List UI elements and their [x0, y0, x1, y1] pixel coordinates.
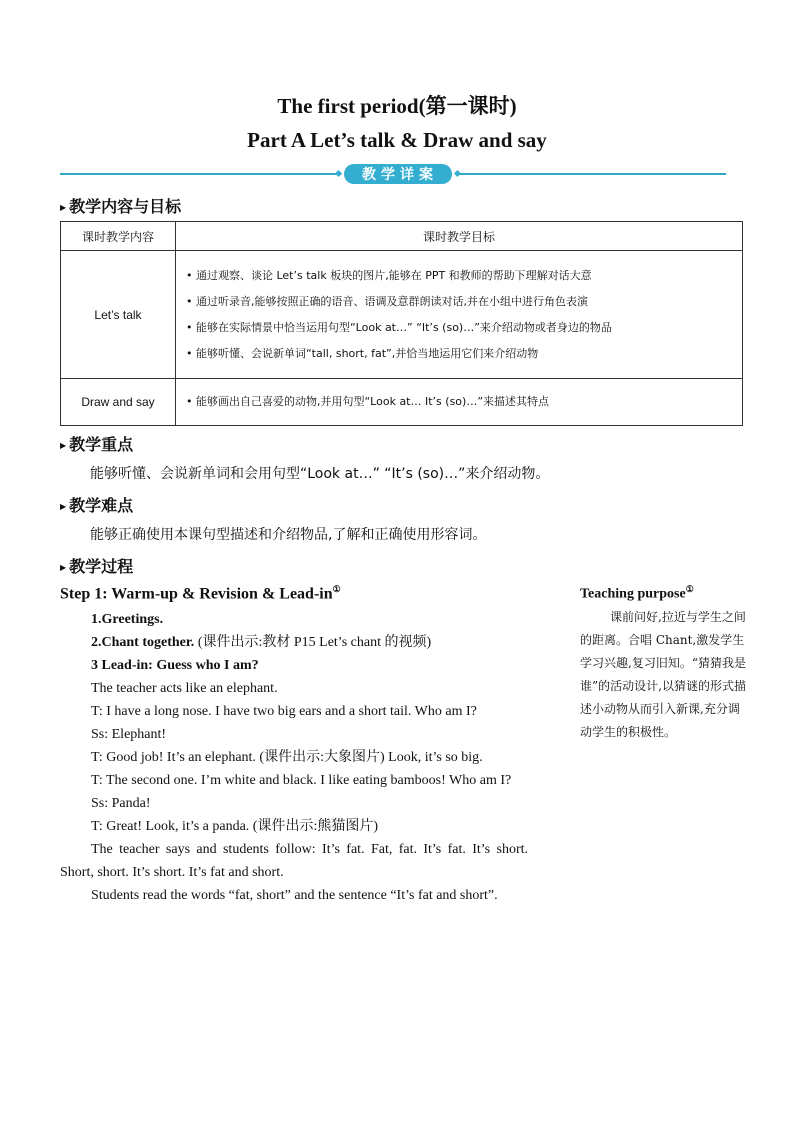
- dialogue-line: The teacher says and students follow: It’s fat. Fat, fat. It’s fat. It’s short. Short, short. It’s short. It’s fat and short.: [60, 842, 528, 880]
- dialogue-line: T: Great! Look, it’s a panda. (课件出示:熊猫图片): [91, 819, 379, 834]
- step-body: [60, 608, 528, 907]
- dialogue-line: T: The second one. I’m white and black. I like eating bamboos! Who am I?: [91, 773, 512, 788]
- footnote-marker: ①: [685, 584, 694, 594]
- goal-item: • 能够在实际情景中恰当运用句型“Look at…” “It’s (so)…”来介绍动物或者身边的物品: [186, 320, 612, 334]
- section-heading-difficult-points: ▶ 教学难点: [60, 496, 134, 515]
- table-header: 课时教学目标: [176, 222, 743, 251]
- lesson-plan-banner: [336, 163, 460, 185]
- goal-item: • 通过观察、谈论 Let’s talk 板块的图片,能够在 PPT 和教师的帮助下理解对话大意: [186, 268, 592, 282]
- banner-char: 学: [381, 167, 396, 183]
- diamond-icon: [335, 170, 342, 177]
- triangle-icon: ▶: [60, 203, 67, 212]
- table-cell-goals: [176, 379, 743, 426]
- table-header: 课时教学内容: [61, 222, 176, 251]
- difficult-points-text: 能够正确使用本课句型描述和介绍物品,了解和正确使用形容词。: [90, 527, 487, 543]
- dialogue-line: Ss: Elephant!: [91, 727, 167, 742]
- step-item: 2.Chant together. (课件出示:教材 P15 Let’s chant 的视频): [91, 635, 432, 650]
- triangle-icon: ▶: [60, 502, 67, 511]
- dialogue-line: T: Good job! It’s an elephant. (课件出示:大象图片) Look, it’s so big.: [91, 750, 483, 765]
- dialogue-line: T: I have a long nose. I have two big ears and a short tail. Who am I?: [91, 704, 477, 719]
- triangle-icon: ▶: [60, 563, 67, 572]
- footnote-marker: ①: [332, 584, 341, 594]
- banner-char: 详: [400, 167, 415, 183]
- section-heading-process: ▶ 教学过程: [60, 557, 134, 576]
- section-heading-content: ▶ 教学内容与目标: [60, 197, 182, 216]
- section-heading-key-points: ▶ 教学重点: [60, 435, 134, 454]
- table-row: [61, 251, 743, 379]
- table-row: [61, 379, 743, 426]
- teaching-purpose-heading: Teaching purpose①: [580, 584, 694, 602]
- key-points-text: 能够听懂、会说新单词和会用句型“Look at…” “It’s (so)…”来介绍动物。: [90, 466, 550, 482]
- table-cell-goals: [176, 251, 743, 379]
- table-cell-content: Let’s talk: [61, 251, 176, 379]
- goal-item: • 能够画出自己喜爱的动物,并用句型“Look at… It’s (so)…”来描述其特点: [186, 395, 550, 408]
- triangle-icon: ▶: [60, 441, 67, 450]
- banner-char: 教: [362, 167, 377, 183]
- teaching-purpose-text: 课前问好,拉近与学生之间的距离。合唱 Chant,激发学生学习兴趣,复习旧知。“猜猜我是谁”的活动设计,以猜谜的形式描述小动物从而引入新课,充分调动学生的积极性。: [580, 610, 746, 739]
- goals-table: [60, 221, 743, 426]
- step-item: 3 Lead-in: Guess who I am?: [91, 658, 259, 673]
- banner-char: 案: [419, 167, 434, 183]
- page-subtitle: Part A Let’s talk & Draw and say: [247, 128, 547, 152]
- diamond-icon: [454, 170, 461, 177]
- dialogue-line: Students read the words “fat, short” and the sentence “It’s fat and short”.: [91, 888, 498, 903]
- step-item: 1.Greetings.: [91, 612, 164, 627]
- goal-item: • 能够听懂、会说新单词“tall, short, fat”,并恰当地运用它们来介绍动物: [186, 346, 539, 360]
- step-title: Step 1: Warm-up & Revision & Lead-in①: [60, 584, 341, 603]
- dialogue-line: Ss: Panda!: [91, 796, 151, 811]
- page-title: The first period(第一课时): [277, 94, 517, 118]
- table-cell-content: Draw and say: [61, 379, 176, 426]
- goal-item: • 通过听录音,能够按照正确的语音、语调及意群朗读对话,并在小组中进行角色表演: [186, 294, 588, 308]
- dialogue-line: The teacher acts like an elephant.: [91, 681, 278, 696]
